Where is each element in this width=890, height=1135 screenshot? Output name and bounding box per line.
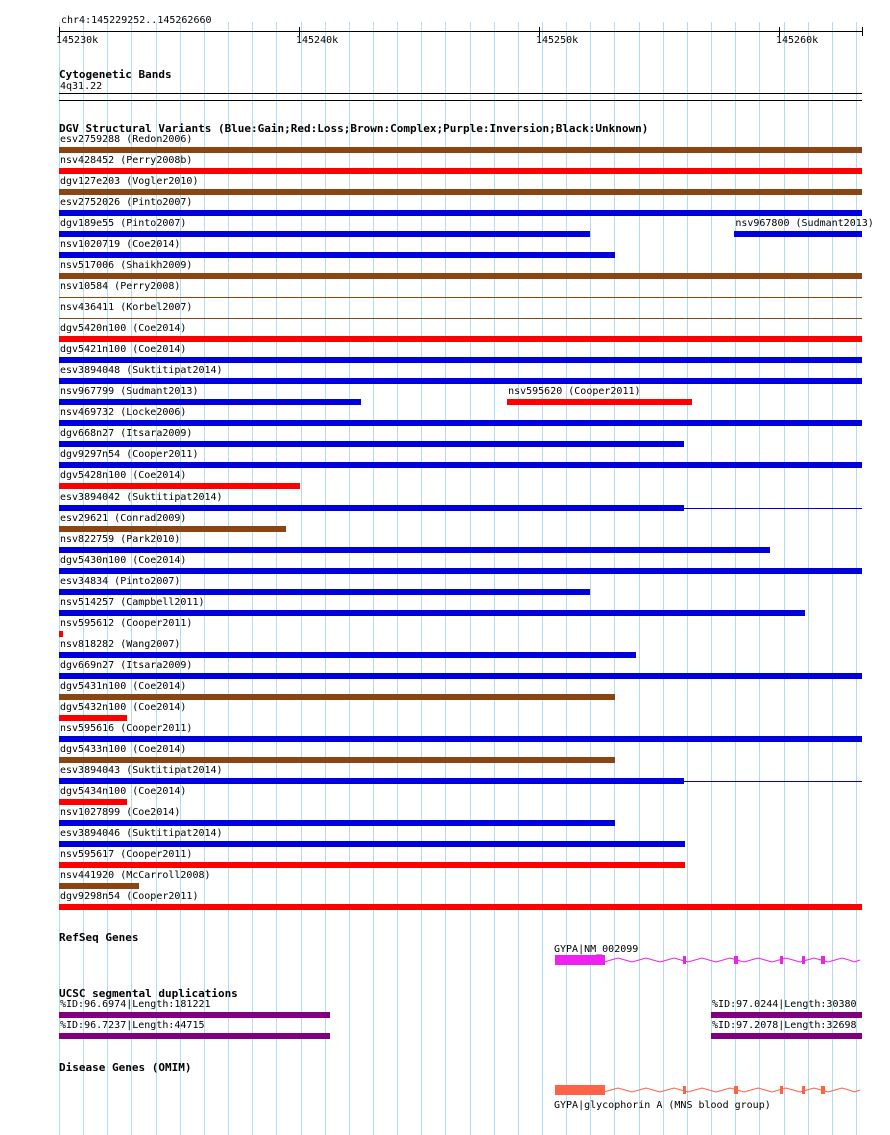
- variant-bar[interactable]: [59, 841, 685, 847]
- variant-bar[interactable]: [59, 357, 862, 363]
- variant-bar[interactable]: [59, 231, 590, 237]
- variant-label[interactable]: esv3894042 (Suktitipat2014): [60, 491, 223, 503]
- variant-label[interactable]: dgv5428n100 (Coe2014): [60, 470, 187, 482]
- variant-label[interactable]: dgv9297n54 (Cooper2011): [60, 449, 199, 461]
- gene-exon: [683, 1086, 686, 1094]
- variant-label[interactable]: nsv428452 (Perry2008b): [60, 155, 193, 167]
- variant-bar[interactable]: [59, 757, 615, 763]
- variant-label[interactable]: dgv5431n100 (Coe2014): [60, 680, 187, 692]
- cytoband-line-bottom: [59, 100, 862, 101]
- variant-bar[interactable]: [59, 252, 615, 258]
- variant-label[interactable]: nsv436411 (Korbel2007): [60, 302, 193, 314]
- gene-exon: [683, 956, 686, 964]
- omim-gene-model[interactable]: [0, 1080, 890, 1100]
- ruler-tick-label: 145230k: [56, 35, 99, 46]
- variant-bar[interactable]: [59, 694, 615, 700]
- cytoband-label: 4q31.22: [60, 81, 103, 92]
- variant-label[interactable]: dgv669n27 (Itsara2009): [60, 659, 193, 671]
- variant-label[interactable]: dgv5434n100 (Coe2014): [60, 785, 187, 797]
- ruler-tick-label: 145260k: [776, 35, 819, 46]
- variant-bar[interactable]: [59, 883, 139, 889]
- variant-label[interactable]: nsv818282 (Wang2007): [60, 638, 181, 650]
- variant-bar[interactable]: [59, 505, 684, 511]
- variant-bar[interactable]: [59, 399, 361, 405]
- variant-bar[interactable]: [59, 526, 286, 532]
- dgv-title: DGV Structural Variants (Blue:Gain;Red:Loss;Brown:Complex;Purple:Inversion;Black:Unknown): [59, 122, 649, 135]
- variant-bar[interactable]: [59, 297, 862, 298]
- variant-label[interactable]: nsv1020719 (Coe2014): [60, 239, 181, 251]
- variant-bar[interactable]: [59, 189, 862, 195]
- variant-bar[interactable]: [59, 715, 127, 721]
- variant-label[interactable]: nsv595617 (Cooper2011): [60, 849, 193, 861]
- variant-label[interactable]: esv29621 (Conrad2009): [60, 512, 187, 524]
- variant-label[interactable]: esv34834 (Pinto2007): [60, 575, 181, 587]
- variant-bar[interactable]: [59, 483, 300, 489]
- variant-bar[interactable]: [59, 799, 127, 805]
- variant-label[interactable]: esv3894048 (Suktitipat2014): [60, 365, 223, 377]
- variant-bar[interactable]: [59, 462, 862, 468]
- segdup-label[interactable]: %ID:96.7237|Length:44715: [60, 1020, 205, 1031]
- segdup-label[interactable]: %ID:97.2078|Length:32698: [712, 1020, 857, 1031]
- variant-label[interactable]: dgv5432n100 (Coe2014): [60, 701, 187, 713]
- gene-exon: [821, 1086, 825, 1094]
- segdup-bar[interactable]: [59, 1033, 330, 1039]
- variant-label[interactable]: dgv127e203 (Vogler2010): [60, 176, 199, 188]
- segdup-title: UCSC segmental duplications: [59, 987, 238, 1000]
- ruler-line: [59, 31, 862, 32]
- variant-bar[interactable]: [507, 399, 692, 405]
- variant-label[interactable]: nsv595620 (Cooper2011): [508, 386, 641, 398]
- variant-label[interactable]: nsv514257 (Campbell2011): [60, 596, 205, 608]
- segdup-bar[interactable]: [711, 1033, 862, 1039]
- variant-bar[interactable]: [59, 273, 862, 279]
- variant-bar-tail: [684, 508, 862, 509]
- gene-exon: [555, 1085, 605, 1095]
- ruler-tick-label: 145240k: [296, 35, 339, 46]
- variant-bar[interactable]: [59, 820, 615, 826]
- variant-bar[interactable]: [59, 318, 862, 319]
- gene-exon: [734, 1086, 738, 1094]
- segdup-label[interactable]: %ID:97.0244|Length:30380: [712, 999, 857, 1010]
- segdup-bar[interactable]: [711, 1012, 862, 1018]
- variant-bar[interactable]: [59, 547, 770, 553]
- variant-label[interactable]: nsv967800 (Sudmant2013): [735, 218, 874, 230]
- variant-label[interactable]: nsv517006 (Shaikh2009): [60, 260, 193, 272]
- refseq-gene-label[interactable]: GYPA|NM_002099: [554, 944, 639, 955]
- variant-label[interactable]: nsv595612 (Cooper2011): [60, 617, 193, 629]
- segdup-bar[interactable]: [59, 1012, 330, 1018]
- gene-exon: [802, 956, 805, 964]
- gene-exon: [780, 1086, 783, 1094]
- gene-exon: [555, 955, 605, 965]
- segdup-label[interactable]: %ID:96.6974|Length:181221: [60, 999, 211, 1010]
- variant-label[interactable]: nsv595616 (Cooper2011): [60, 722, 193, 734]
- variant-bar[interactable]: [59, 673, 862, 679]
- omim-title: Disease Genes (OMIM): [59, 1061, 192, 1074]
- variant-label[interactable]: dgv5420n100 (Coe2014): [60, 323, 187, 335]
- ruler-tick-label: 145250k: [536, 35, 579, 46]
- variant-bar[interactable]: [59, 904, 862, 910]
- variant-bar[interactable]: [59, 420, 862, 426]
- variant-bar[interactable]: [59, 589, 590, 595]
- variant-label[interactable]: nsv822759 (Park2010): [60, 533, 181, 545]
- variant-bar[interactable]: [59, 210, 862, 216]
- variant-label[interactable]: nsv1027899 (Coe2014): [60, 806, 181, 818]
- variant-bar[interactable]: [59, 778, 684, 784]
- omim-gene-label[interactable]: GYPA|glycophorin A (MNS blood group): [554, 1100, 771, 1111]
- variant-bar[interactable]: [59, 736, 862, 742]
- variant-bar[interactable]: [59, 147, 862, 153]
- variant-label[interactable]: dgv9298n54 (Cooper2011): [60, 891, 199, 903]
- variant-bar[interactable]: [59, 631, 63, 637]
- refseq-gene-model[interactable]: [0, 950, 890, 970]
- cytoband-title: Cytogenetic Bands: [59, 68, 172, 81]
- gene-exon: [780, 956, 783, 964]
- gene-exon: [734, 956, 738, 964]
- ruler-position: chr4:145229252..145262660: [61, 15, 212, 26]
- variant-bar[interactable]: [734, 231, 862, 237]
- variant-label[interactable]: esv2752026 (Pinto2007): [60, 197, 193, 209]
- variant-label[interactable]: nsv967799 (Sudmant2013): [60, 386, 199, 398]
- cytoband-line-top: [59, 93, 862, 94]
- variant-label[interactable]: dgv5421n100 (Coe2014): [60, 344, 187, 356]
- gene-exon: [802, 1086, 805, 1094]
- variant-bar-tail: [684, 781, 862, 782]
- variant-label[interactable]: nsv10584 (Perry2008): [60, 281, 181, 293]
- gene-exon: [821, 956, 825, 964]
- variant-label[interactable]: esv3894046 (Suktitipat2014): [60, 827, 223, 839]
- variant-label[interactable]: dgv5430n100 (Coe2014): [60, 554, 187, 566]
- variant-label[interactable]: nsv441920 (McCarroll2008): [60, 870, 211, 882]
- variant-bar[interactable]: [59, 378, 862, 384]
- variant-label[interactable]: dgv189e55 (Pinto2007): [60, 218, 187, 230]
- variant-bar[interactable]: [59, 441, 684, 447]
- variant-label[interactable]: esv2759288 (Redon2006): [60, 134, 193, 145]
- variant-label[interactable]: dgv668n27 (Itsara2009): [60, 428, 193, 440]
- variant-bar[interactable]: [59, 610, 805, 616]
- variant-bar[interactable]: [59, 168, 862, 174]
- refseq-title: RefSeq Genes: [59, 931, 139, 944]
- variant-label[interactable]: nsv469732 (Locke2006): [60, 407, 187, 419]
- variant-bar[interactable]: [59, 336, 862, 342]
- variant-bar[interactable]: [59, 652, 636, 658]
- variant-bar[interactable]: [59, 568, 862, 574]
- variant-bar[interactable]: [59, 862, 685, 868]
- variant-label[interactable]: esv3894043 (Suktitipat2014): [60, 764, 223, 776]
- variant-label[interactable]: dgv5433n100 (Coe2014): [60, 743, 187, 755]
